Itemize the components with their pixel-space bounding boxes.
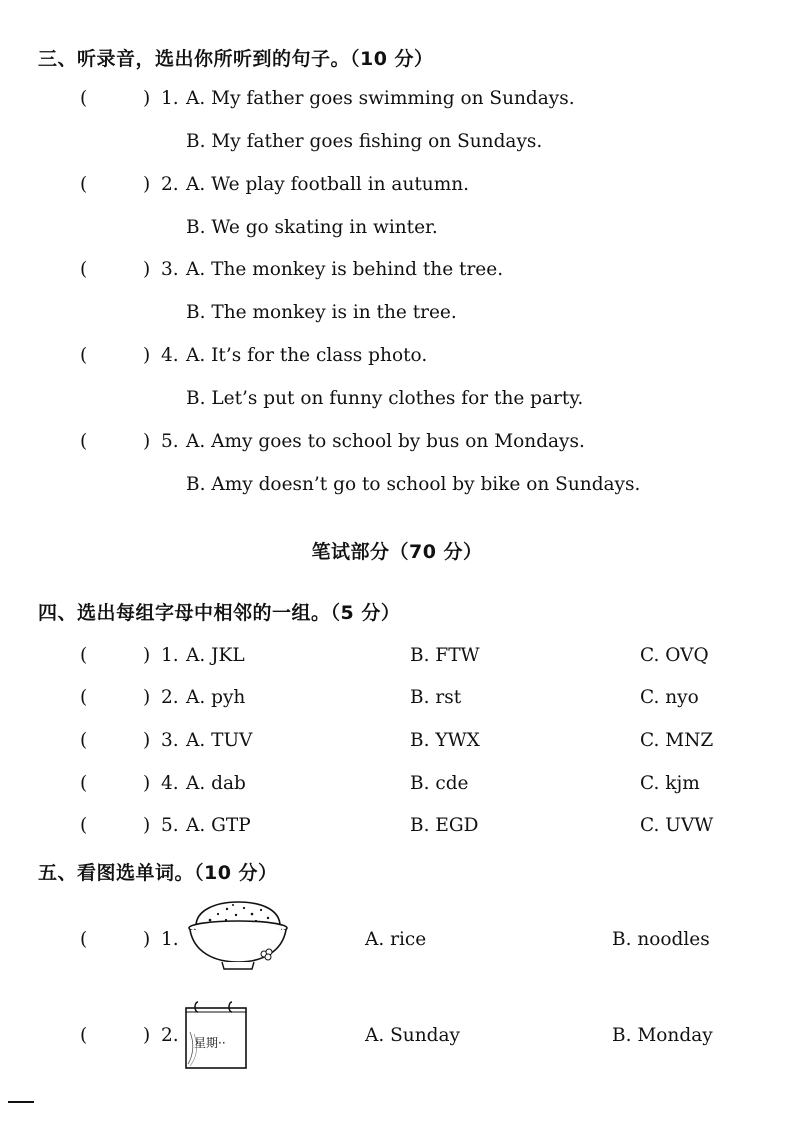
answer-paren-open: ( [80, 345, 88, 366]
section3-title: 三、听录音，选出你所听到的句子。（10 分） [38, 48, 434, 70]
answer-paren-open: ( [80, 815, 88, 836]
s3-question-2 [0, 174, 794, 204]
s3-question-1 [0, 88, 794, 118]
s3-question-5 [0, 431, 794, 461]
option-a: A. The monkey is behind the tree. [186, 259, 504, 280]
question-number: 2. [161, 687, 179, 708]
answer-paren-close: ) [143, 431, 151, 452]
answer-paren-close: ) [143, 88, 151, 109]
calendar-weekday-text: 星期·· [194, 1036, 226, 1050]
answer-paren-open: ( [80, 929, 88, 950]
s3-question-4-b [0, 388, 794, 418]
question-number: 3. [161, 259, 179, 280]
option-c: C. UVW [640, 815, 714, 836]
question-number: 3. [161, 730, 179, 751]
s5-question-1 [0, 929, 794, 959]
answer-paren-open: ( [80, 773, 88, 794]
s4-question-5 [0, 815, 794, 845]
answer-paren-close: ) [143, 345, 151, 366]
written-part-title: 笔试部分（70 分） [311, 541, 483, 563]
option-c: C. OVQ [640, 645, 709, 666]
answer-paren-open: ( [80, 1025, 88, 1046]
question-number: 2. [161, 1025, 179, 1046]
option-a: A. JKL [186, 645, 245, 666]
option-a: A. TUV [186, 730, 253, 751]
option-a: A. pyh [186, 687, 246, 708]
option-b: B. FTW [410, 645, 480, 666]
option-c: C. kjm [640, 773, 700, 794]
question-number: 5. [161, 815, 179, 836]
s3-question-2-b [0, 217, 794, 247]
question-number: 1. [161, 645, 179, 666]
question-number: 1. [161, 929, 179, 950]
answer-paren-open: ( [80, 88, 88, 109]
answer-paren-open: ( [80, 687, 88, 708]
calendar-icon [184, 998, 248, 1070]
answer-paren-open: ( [80, 174, 88, 195]
option-b: B. rst [410, 687, 462, 708]
question-number: 4. [161, 773, 179, 794]
s3-question-5-b [0, 474, 794, 504]
answer-paren-close: ) [143, 645, 151, 666]
answer-paren-open: ( [80, 431, 88, 452]
option-b: B. Amy doesn’t go to school by bike on Sundays. [186, 474, 641, 495]
s5-question-2 [0, 1025, 794, 1055]
answer-paren-close: ) [143, 259, 151, 280]
option-a: A. It’s for the class photo. [186, 345, 428, 366]
option-a: A. We play football in autumn. [186, 174, 470, 195]
answer-paren-open: ( [80, 645, 88, 666]
s3-question-4 [0, 345, 794, 375]
question-number: 5. [161, 431, 179, 452]
section4-title: 四、选出每组字母中相邻的一组。（5 分） [38, 602, 401, 624]
option-b: B. YWX [410, 730, 480, 751]
s4-question-2 [0, 687, 794, 717]
option-a: A. Sunday [365, 1025, 460, 1046]
option-c: C. nyo [640, 687, 699, 708]
s4-question-4 [0, 773, 794, 803]
rice-bowl-icon [186, 896, 290, 972]
option-a: A. GTP [186, 815, 251, 836]
answer-paren-close: ) [143, 687, 151, 708]
s3-question-3 [0, 259, 794, 289]
s3-question-1-b [0, 131, 794, 161]
option-a: A. My father goes swimming on Sundays. [186, 88, 575, 109]
answer-paren-close: ) [143, 815, 151, 836]
option-b: B. noodles [612, 929, 710, 950]
option-b: B. The monkey is in the tree. [186, 302, 457, 323]
s3-question-3-b [0, 302, 794, 332]
section5-title: 五、看图选单词。（10 分） [38, 862, 278, 884]
answer-paren-close: ) [143, 773, 151, 794]
option-b: B. Monday [612, 1025, 713, 1046]
option-a: A. Amy goes to school by bus on Mondays. [186, 431, 585, 452]
question-number: 4. [161, 345, 179, 366]
question-number: 1. [161, 88, 179, 109]
answer-paren-close: ) [143, 929, 151, 950]
option-b: B. My father goes fishing on Sundays. [186, 131, 543, 152]
option-a: A. dab [186, 773, 246, 794]
option-b: B. Let’s put on funny clothes for the party. [186, 388, 584, 409]
option-b: B. EGD [410, 815, 479, 836]
s4-question-3 [0, 730, 794, 760]
option-b: B. We go skating in winter. [186, 217, 438, 238]
option-a: A. rice [365, 929, 427, 950]
question-number: 2. [161, 174, 179, 195]
option-b: B. cde [410, 773, 469, 794]
s4-question-1 [0, 645, 794, 675]
answer-paren-open: ( [80, 259, 88, 280]
answer-paren-close: ) [143, 174, 151, 195]
answer-paren-open: ( [80, 730, 88, 751]
answer-paren-close: ) [143, 730, 151, 751]
page-edge-mark [8, 1101, 34, 1103]
answer-paren-close: ) [143, 1025, 151, 1046]
option-c: C. MNZ [640, 730, 714, 751]
